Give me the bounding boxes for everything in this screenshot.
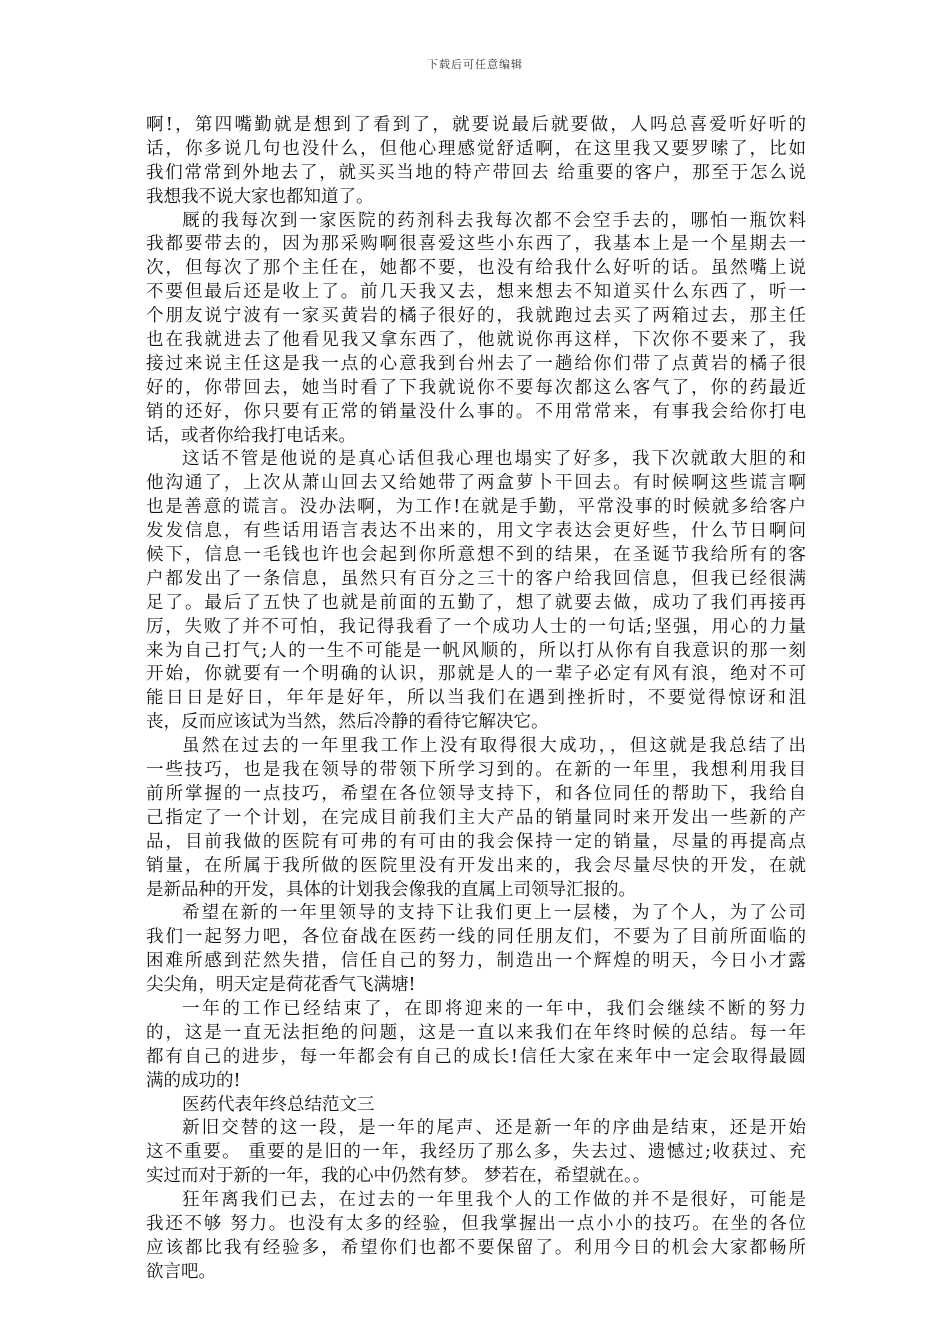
text-line: 候下，信息一毛钱也许也会起到你所意想不到的结果，在圣诞节我给所有的客 [146, 545, 806, 566]
document-body [146, 114, 806, 1285]
text-line: 我还不够 努力。也没有太多的经验，但我掌握出一点小小的技巧。在坐的各位 [146, 1213, 806, 1234]
text-line: 能日日是好日，年年是好年，所以当我们在遇到挫折时，不要觉得惊讶和沮 [146, 688, 806, 709]
text-line: 一些技巧，也是我在领导的带领下所学习到的。在新的一年里，我想利用我目 [146, 760, 806, 781]
text-line: 厩的我每次到一家医院的药剂科去我每次都不会空手去的，哪怕一瓶饮料 [182, 210, 806, 231]
paragraph [146, 448, 806, 735]
text-line: 我们一起努力吧，各位奋战在医药一线的同任朋友们，不要为了目前所面临的 [146, 927, 806, 948]
paragraph [146, 114, 806, 210]
paragraph [146, 210, 806, 449]
text-line: 这话不管是他说的是真心话但我心理也塌实了好多，我下次就敢大胆的和 [182, 449, 806, 470]
text-line: 不要但最后还是收上了。前几天我又去，想来想去不知道买什么东西了，听一 [146, 282, 806, 303]
text-line: 虽然在过去的一年里我工作上没有取得很大成功，，但这就是我总结了出 [182, 736, 806, 757]
text-line: 开始，你就要有一个明确的认识，那就是人的一辈子必定有风有浪，绝对不可 [146, 664, 806, 685]
paragraph [146, 735, 806, 902]
text-line: 他沟通了，上次从萧山回去又给她带了两盒萝卜干回去。有时候啊这些谎言啊 [146, 473, 806, 494]
text-line: 这不重要。 重要的是旧的一年，我经历了那么多，失去过、遗憾过;收获过、充 [146, 1142, 806, 1163]
paragraph [146, 902, 806, 998]
text-line: 前所掌握的一点技巧，希望在各位领导支持下，和各位同任的帮助下，我给自 [146, 783, 806, 804]
text-line: 是新品种的开发，具体的计划我会像我的直属上司领导汇报的。 [146, 879, 636, 900]
text-line: 来为自己打气;人的一生不可能是一帆风顺的，所以打从你有自我意识的那一刻 [146, 640, 806, 661]
text-line: 丧，反而应该试为当然，然后冷静的看待它解决它。 [146, 712, 549, 733]
text-line: 欲言吧。 [146, 1261, 216, 1282]
text-line: 个朋友说宁波有一家买黄岩的橘子很好的，我就跑过去买了两箱过去，那主任 [146, 306, 806, 327]
paragraph [146, 1189, 806, 1285]
text-line: 实过而对于新的一年，我的心中仍然有梦。 梦若在，希望就在。。 [146, 1166, 651, 1187]
text-line: 足了。最后了五快了也就是前面的五勤了，想了就要去做，成功了我们再接再 [146, 592, 806, 613]
text-line: 一年的工作已经结束了，在即将迎来的一年中，我们会继续不断的努力 [182, 998, 806, 1019]
text-line: 我都要带去的，因为那采购啊很喜爱这些小东西了，我基本上是一个星期去一 [146, 234, 806, 255]
text-line: 户都发出了一条信息，虽然只有百分之三十的客户给我回信息，但我已经很满 [146, 568, 806, 589]
text-line: 狂年离我们已去，在过去的一年里我个人的工作做的并不是很好，可能是 [182, 1190, 806, 1211]
text-line: 好的，你带回去，她当时看了下我就说你不要每次都这么客气了，你的药最近 [146, 377, 806, 398]
text-line: 新旧交替的这一段，是一年的尾声、还是新一年的序曲是结束，还是开始 [182, 1118, 806, 1139]
text-line: 发发信息，有些话用语言表达不出来的，用文字表达会更好些，什么节日啊问 [146, 521, 806, 542]
text-line: 也在我就进去了他看见我又拿东西了，他就说你再这样，下次你不要来了，我 [146, 330, 806, 351]
text-line: 困难所感到茫然失措，信任自己的努力，制造出一个辉煌的明天，今日小才露 [146, 951, 806, 972]
paragraph [146, 1117, 806, 1189]
text-line: 品，目前我做的医院有可弗的有可由的我会保持一定的销量，尽量的再提高点 [146, 831, 806, 852]
text-line: 尖尖角，明天定是荷花香气飞满塘! [146, 975, 416, 996]
text-line: 也是善意的谎言。没办法啊，为工作!在就是手勤，平常没事的时候就多给客户 [146, 497, 806, 518]
text-line: 满的成功的! [146, 1070, 241, 1091]
text-line: 销的还好，你只要有正常的销量没什么事的。不用常常来，有事我会给你打电 [146, 401, 806, 422]
text-line: 希望在新的一年里领导的支持下让我们更上一层楼，为了个人，为了公司 [182, 903, 806, 924]
page-header: 下载后可任意编辑 [427, 58, 523, 71]
text-line: 的，这是一直无法拒绝的问题，这是一直以来我们在年终时候的总结。每一年 [146, 1022, 806, 1043]
text-line: 话，你多说几句也没什么，但他心理感觉舒适啊，在这里我又要罗嗦了，比如 [146, 138, 806, 159]
text-line: 接过来说主任这是我一点的心意我到台州去了一趟给你们带了点黄岩的橘子很 [146, 353, 806, 374]
text-line: 都有自己的进步，每一年都会有自己的成长!信任大家在来年中一定会取得最圆 [146, 1046, 806, 1067]
text-line: 啊!，第四嘴勤就是想到了看到了，就要说最后就要做，人吗总喜爱听好听的 [146, 115, 806, 135]
text-line: 己指定了一个计划，在完成目前我们主大产品的销量同时来开发出一些新的产 [146, 807, 806, 828]
text-line: 话，或者你给我打电话来。 [146, 425, 356, 446]
text-line: 我想我不说大家也都知道了。 [146, 186, 374, 207]
text-line: 应该都比我有经验多，希望你们也都不要保留了。利用今日的机会大家都畅所 [146, 1237, 806, 1258]
text-line: 我们常常到外地去了，就买买当地的特产带回去 给重要的客户，那至于怎么说 [146, 162, 806, 183]
paragraph [146, 1094, 806, 1118]
text-line: 医药代表年终总结范文三 [182, 1094, 375, 1115]
text-line: 次，但每次了那个主任在，她都不要，也没有给我什么好听的话。虽然嘴上说 [146, 258, 806, 279]
paragraph [146, 998, 806, 1094]
text-line: 厉，失败了并不可怕，我记得我看了一个成功人士的一句话;坚强，用心的力量 [146, 616, 806, 637]
text-line: 销量，在所属于我所做的医院里没有开发出来的，我会尽量尽快的开发，在就 [146, 855, 806, 876]
